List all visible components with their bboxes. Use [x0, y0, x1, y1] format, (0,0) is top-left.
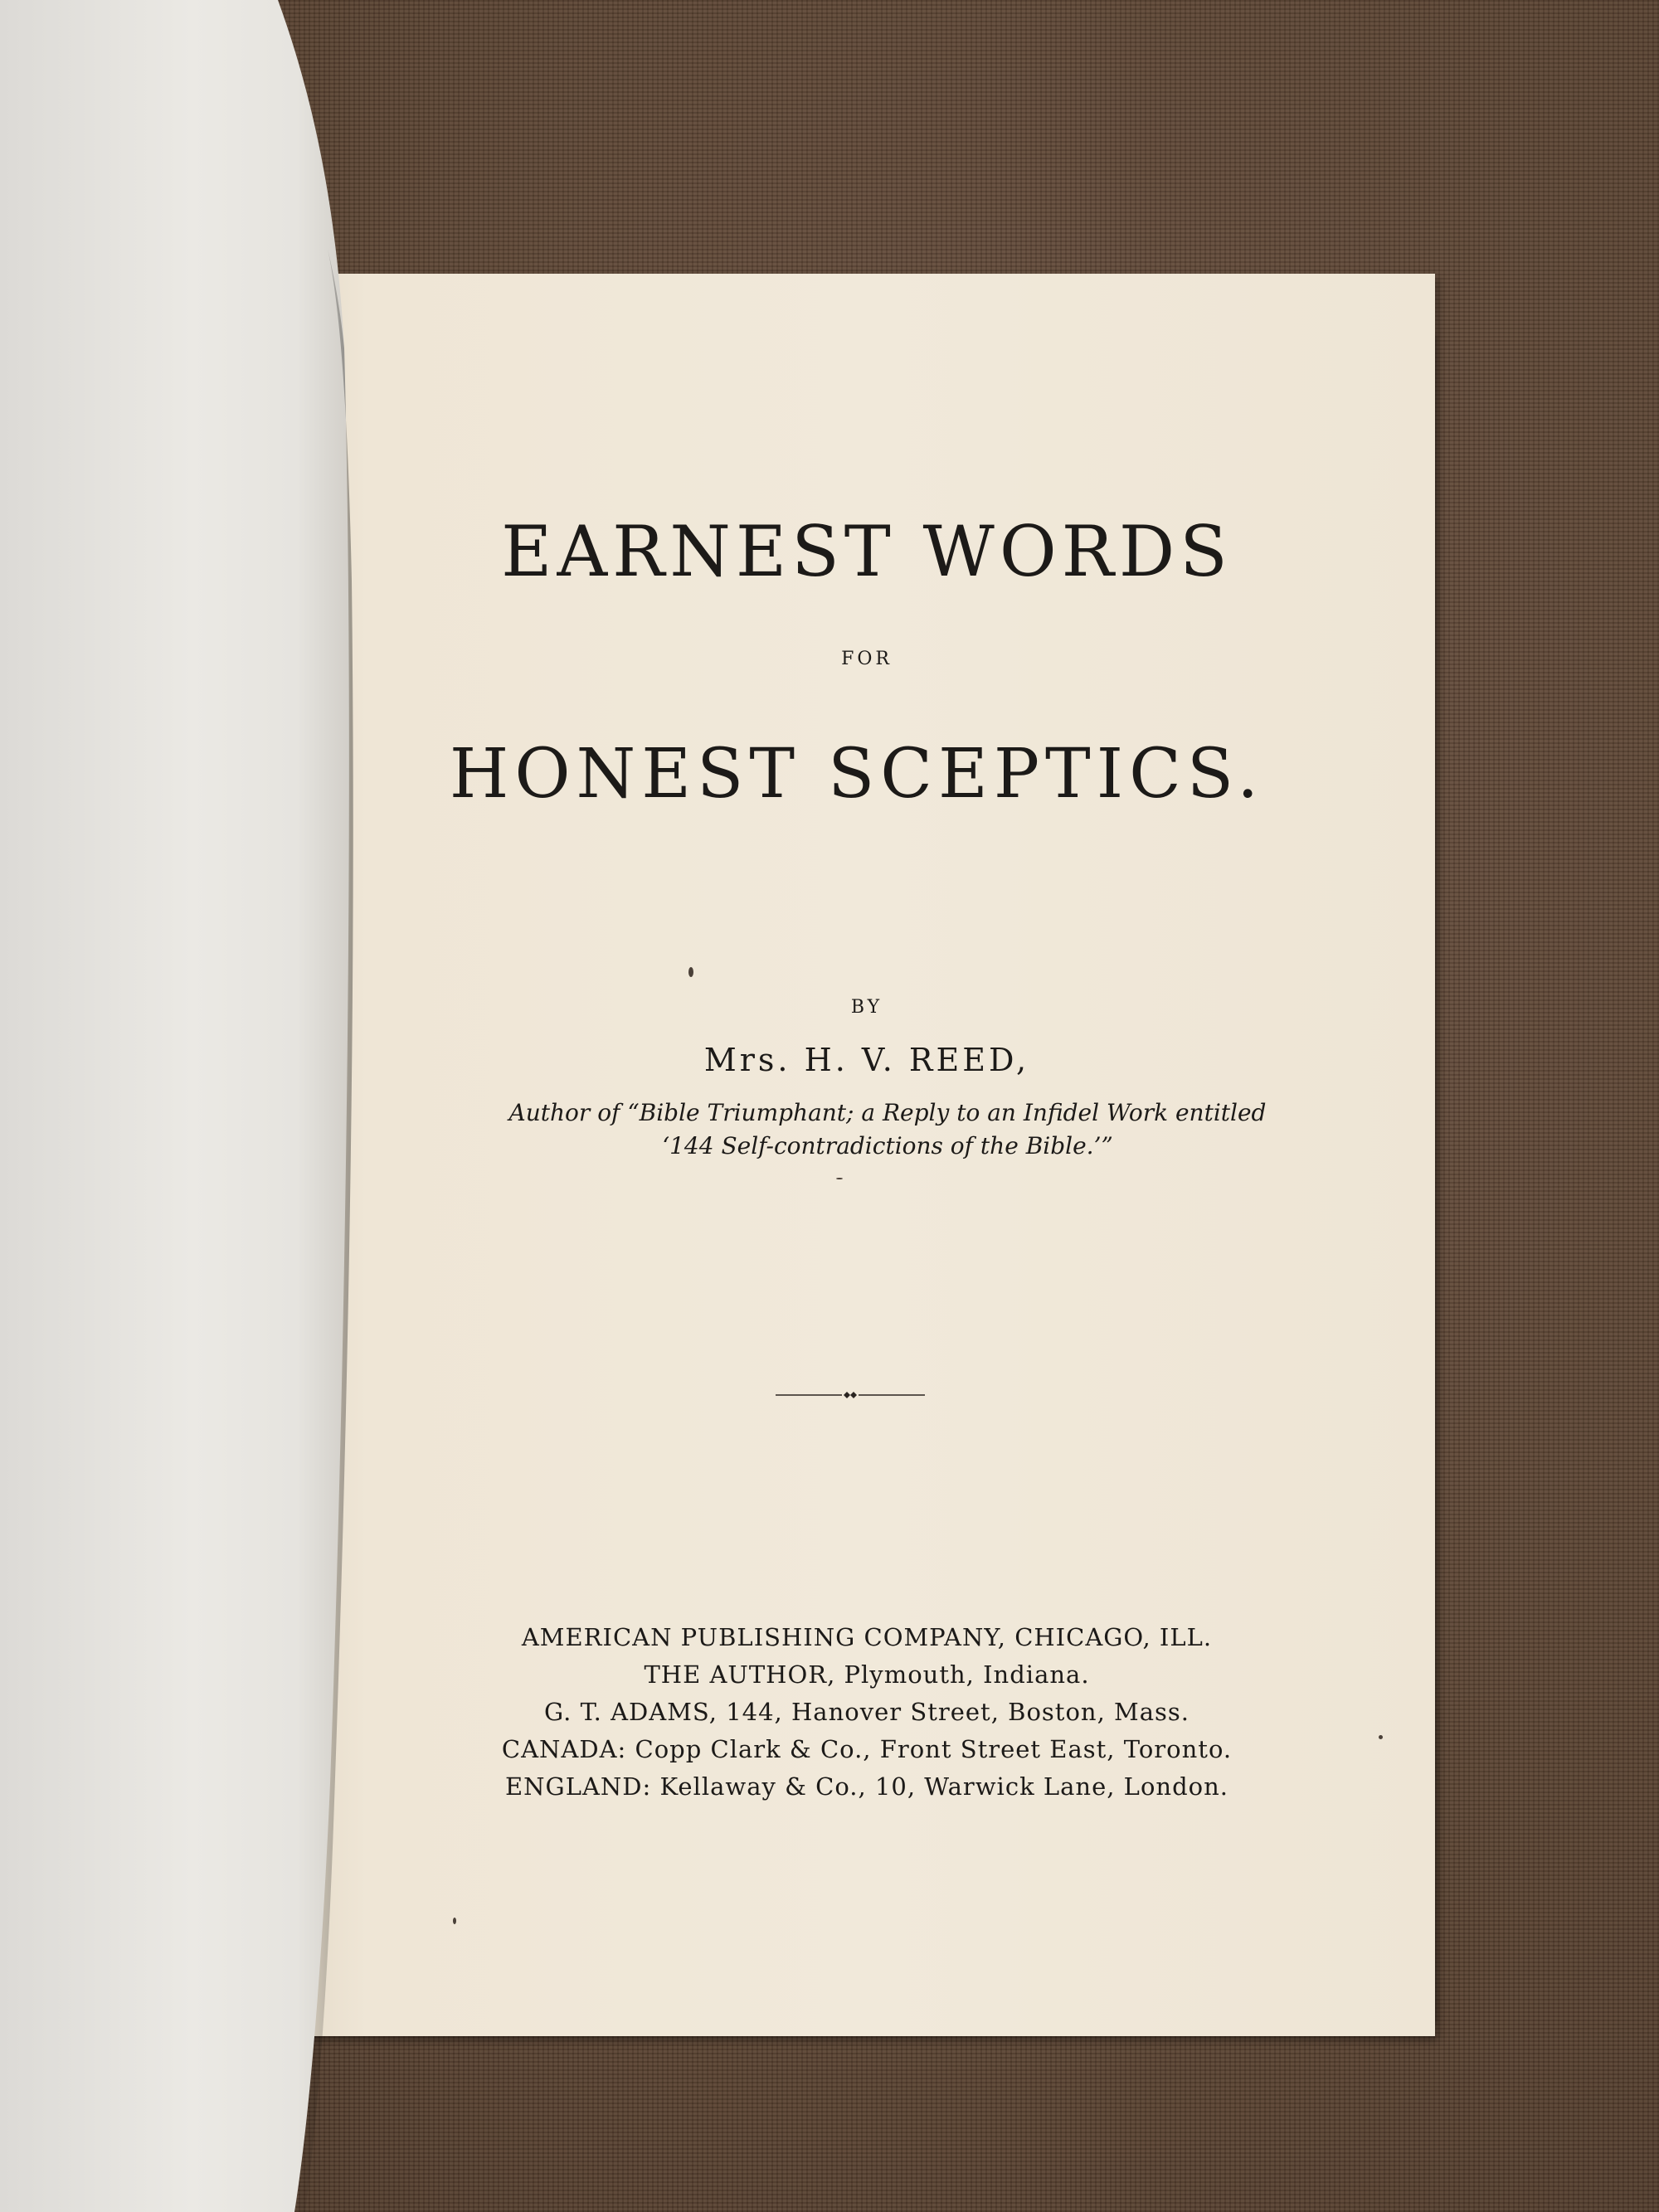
- paper-speck: [688, 967, 693, 977]
- author-credit-line-2: ‘144 Self-contradictions of the Bible.’”: [662, 1132, 1113, 1159]
- author-credit-line-1: Author of “Bible Triumphant; a Reply to an Infidel Work entitled: [508, 1099, 1267, 1126]
- paper-speck: [453, 1918, 456, 1924]
- title-connector: FOR: [841, 649, 893, 669]
- imprint-line-5: ENGLAND: Kellaway & Co., 10, Warwick Lane, London.: [505, 1772, 1228, 1801]
- title-line-2: HONEST SCEPTICS.: [449, 735, 1265, 814]
- imprint-line-3: G. T. ADAMS, 144, Hanover Street, Boston, Mass.: [544, 1698, 1190, 1726]
- imprint-block: [299, 1619, 1435, 1806]
- paper-speck: [836, 1178, 843, 1179]
- ornamental-rule: [776, 1385, 925, 1405]
- byline-label: BY: [850, 997, 883, 1018]
- imprint-line-1: AMERICAN PUBLISHING COMPANY, CHICAGO, ILL.: [521, 1623, 1213, 1651]
- imprint-line-2: THE AUTHOR, Plymouth, Indiana.: [644, 1660, 1090, 1689]
- imprint-line-4: CANADA: Copp Clark & Co., Front Street East, Toronto.: [501, 1735, 1233, 1763]
- title-line-1: EARNEST WORDS: [501, 511, 1233, 592]
- paper-speck: [1379, 1735, 1383, 1739]
- title-page: [299, 274, 1435, 2036]
- author-name: Mrs. H. V. REED,: [703, 1042, 1030, 1078]
- author-credit: [319, 1096, 1456, 1163]
